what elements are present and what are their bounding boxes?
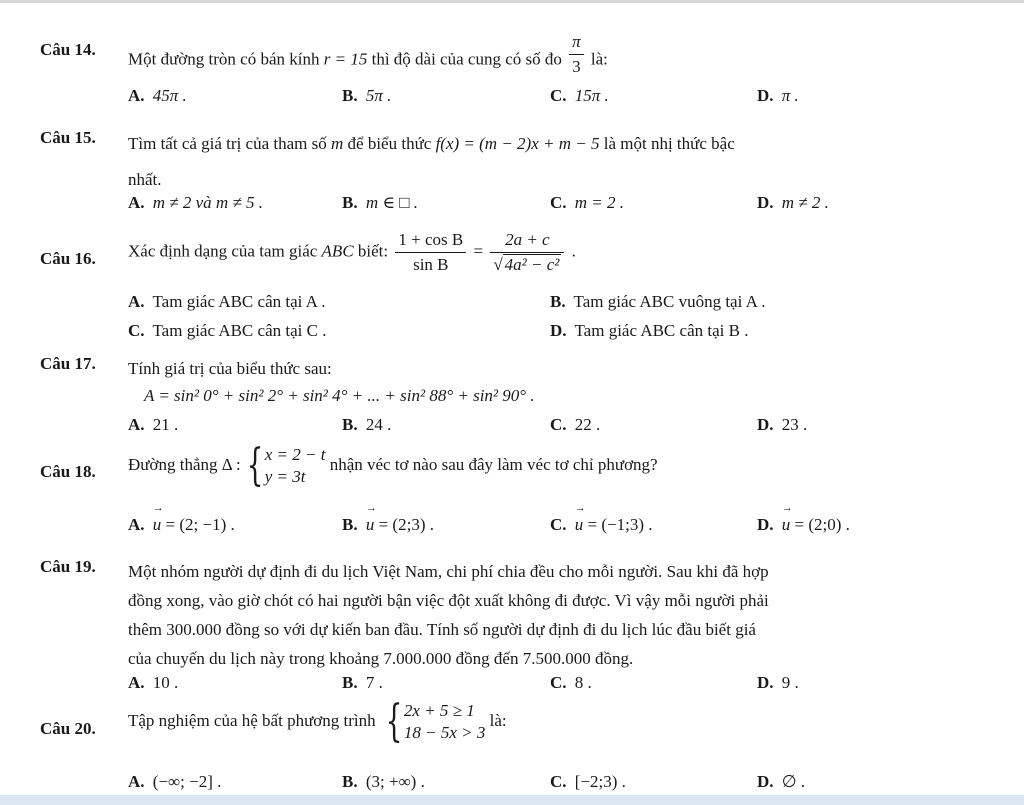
fraction xyxy=(569,32,584,77)
q16-option-c[interactable]: C. Tam giác ABC cân tại C . xyxy=(128,321,327,340)
question-text: Tìm tất cả giá trị của tham số m để biểu thức f(x) = (m − 2)x + m − 5 là một nhị thức bậc nhất. xyxy=(128,134,735,189)
q15-option-c[interactable]: C. m = 2 . xyxy=(550,193,625,212)
question-text: Một nhóm người dự định đi du lịch Việt Nam, chi phí chia đều cho mỗi người. Sau khi đã hợp đồng xong, vào giờ chót có hai người bận việc đột xuất không đi được. Vì vậy mỗi người phải thêm 300.000 đồng so với dự kiến ban đầu. Tính số người dự định đi du lịch lúc đầu biết giá của chuyến du lịch này trong khoảng 7.000.000 đồng đến 7.500.000 đồng. xyxy=(128,562,769,668)
question-label: Câu 16. xyxy=(40,249,96,268)
q14-option-b[interactable]: B. 5π . xyxy=(342,86,392,105)
vector-arrow-icon: → u xyxy=(575,515,584,535)
vector-arrow-icon: → u xyxy=(782,515,791,535)
q20-option-c[interactable]: C. [−2;3) . xyxy=(550,772,626,791)
q18-option-b[interactable]: B. → u = (2;3) . xyxy=(342,515,434,535)
question-text: Tập nghiệm của hệ bất phương trình { 2x + 5 ≥ 1 18 − 5x > 3 là: xyxy=(128,696,507,747)
question-text: Tính giá trị của biểu thức sau: xyxy=(128,359,332,378)
q16-option-d[interactable]: D. Tam giác ABC cân tại B . xyxy=(550,321,749,340)
q18-option-d[interactable]: D. → u = (2;0) . xyxy=(757,515,850,535)
question-text: Đường thẳng Δ : { x = 2 − t y = 3t nhận véc tơ nào sau đây làm véc tơ chỉ phương? xyxy=(128,440,658,491)
top-divider xyxy=(0,0,1024,3)
q14-option-c[interactable]: C. 15π . xyxy=(550,86,609,105)
q18-option-c[interactable]: C. → u = (−1;3) . xyxy=(550,515,653,535)
question-label: Câu 19. xyxy=(40,557,96,576)
question-text xyxy=(128,32,982,83)
q17-option-b[interactable]: B. 24 . xyxy=(342,415,392,434)
fraction-numerator: π xyxy=(569,32,584,55)
vector-arrow-icon: → u xyxy=(366,515,375,535)
question-label: Câu 15. xyxy=(40,128,96,147)
question-label: Câu 18. xyxy=(40,462,96,481)
q14-option-d[interactable]: D. π . xyxy=(757,86,799,105)
q19-option-b[interactable]: B. 7 . xyxy=(342,673,383,692)
equation-system: x = 2 − t y = 3t xyxy=(264,445,326,486)
q15-option-b[interactable]: B. m ∈ □ . xyxy=(342,193,418,212)
q19-option-a[interactable]: A. 10 . xyxy=(128,673,179,692)
text: là: xyxy=(586,49,608,69)
q16-option-b[interactable]: B. Tam giác ABC vuông tại A . xyxy=(550,292,766,311)
q17-option-d[interactable]: D. 23 . xyxy=(757,415,808,434)
text: Một đường tròn có bán kính xyxy=(128,49,324,69)
question-label: Câu 17. xyxy=(40,354,96,373)
q15-option-d[interactable]: D. m ≠ 2 . xyxy=(757,193,829,212)
q18-option-a[interactable]: A. → u = (2; −1) . xyxy=(128,515,235,535)
inequality-system: 2x + 5 ≥ 1 18 − 5x > 3 xyxy=(403,701,486,742)
question-text: Xác định dạng của tam giác ABC biết: $\frac{\text{1 + cos B}}{\text{sin B}}$ = $\frac{2a + c}{\text{√ 4a² − c²}}$ . xyxy=(128,230,576,274)
q14-option-a[interactable]: A. 45π . xyxy=(128,86,187,105)
fraction-denominator: 3 xyxy=(572,57,581,76)
q15-option-a[interactable]: A. m ≠ 2 và m ≠ 5 . xyxy=(128,193,264,212)
brace-icon: { xyxy=(246,440,264,491)
brace-icon: { xyxy=(385,696,403,747)
q20-option-b[interactable]: B. (3; +∞) . xyxy=(342,772,425,791)
q17-formula: A = sin² 0° + sin² 2° + sin² 4° + ... + sin² 88° + sin² 90° . xyxy=(144,386,535,405)
q17-option-c[interactable]: C. 22 . xyxy=(550,415,601,434)
fraction: $\frac{2a + c}{\text{√ 4a² − c²}}$ xyxy=(490,230,564,275)
q19-option-c[interactable]: C. 8 . xyxy=(550,673,592,692)
q20-option-a[interactable]: A. (−∞; −2] . xyxy=(128,772,222,791)
text: thì độ dài của cung có số đo xyxy=(367,49,567,69)
math: r = 15 xyxy=(323,49,368,69)
fraction: $\frac{\text{1 + cos B}}{\text{sin B}}$ xyxy=(395,230,466,275)
q20-option-d[interactable]: D. ∅ . xyxy=(757,772,806,791)
q16-option-a[interactable]: A. Tam giác ABC cân tại A . xyxy=(128,292,326,311)
bottom-bar xyxy=(0,795,1024,805)
q17-option-a[interactable]: A. 21 . xyxy=(128,415,179,434)
question-label: Câu 14. xyxy=(40,40,96,59)
q19-option-d[interactable]: D. 9 . xyxy=(757,673,799,692)
sqrt: √ 4a² − c² xyxy=(493,255,560,274)
question-label: Câu 20. xyxy=(40,719,96,738)
vector-arrow-icon: → u xyxy=(153,515,162,535)
